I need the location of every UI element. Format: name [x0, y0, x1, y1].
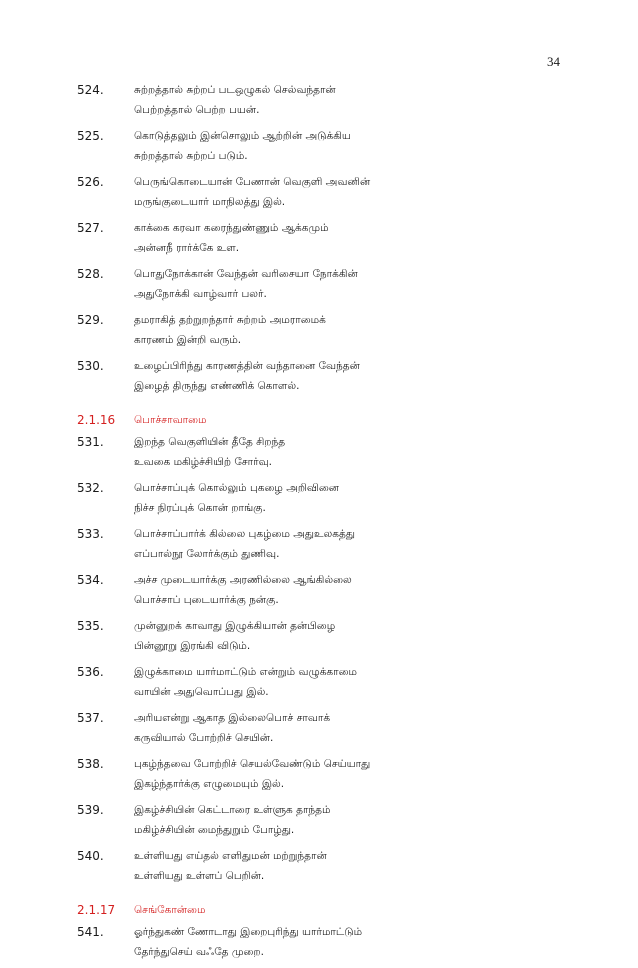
section-heading — [77, 900, 577, 920]
verse-line-2: அதுநோக்கி வாழ்வார் பலர். — [134, 288, 267, 300]
verse-line-2: உள்ளியது உள்ளப் பெறின். — [134, 870, 265, 882]
verse-line-2: பின்னூறு இரங்கி விடும். — [134, 640, 251, 652]
verse-number: 528. — [77, 267, 104, 281]
verse-number: 534. — [77, 573, 104, 587]
verse-line-1: சுற்றத்தால் சுற்றப் படஒழுகல் செல்வந்தான் — [134, 84, 336, 96]
verse-number: 526. — [77, 175, 104, 189]
verse — [77, 310, 577, 350]
verse-line-2: இழைத் திருந்து எண்ணிக் கொளல். — [134, 380, 300, 392]
verse-line-1: அச்ச முடையார்க்கு அரணில்லை ஆங்கில்லை — [134, 574, 352, 586]
verse — [77, 800, 577, 840]
verse-line-2: காரணம் இன்றி வரும். — [134, 334, 242, 346]
verse — [77, 432, 577, 472]
verse-line-2: தேர்ந்துசெய் வஃதே முறை. — [134, 946, 264, 958]
verse-number: 532. — [77, 481, 104, 495]
verse-line-1: இகழ்ச்சியின் கெட்டாரை உள்ளுக தாந்தம் — [134, 804, 331, 816]
verse-line-2: மகிழ்ச்சியின் மைந்துறும் போழ்து. — [134, 824, 295, 836]
verse-line-1: இழுக்காமை யார்மாட்டும் என்றும் வழுக்காமை — [134, 666, 358, 678]
verse-number: 540. — [77, 849, 104, 863]
verse-line-1: பொச்சாப்புக் கொல்லும் புகழை அறிவினை — [134, 482, 339, 494]
section-number: 2.1.16 — [77, 413, 116, 427]
verse — [77, 922, 577, 962]
verse-number: 539. — [77, 803, 104, 817]
verse — [77, 846, 577, 886]
verse-number: 535. — [77, 619, 104, 633]
verse — [77, 218, 577, 258]
section-title: பொச்சாவாமை — [134, 414, 207, 426]
verse — [77, 80, 577, 120]
verse-line-2: பெற்றத்தால் பெற்ற பயன். — [134, 104, 260, 116]
verse-line-2: இகழ்ந்தார்க்கு எழுமையும் இல். — [134, 778, 285, 790]
verse-line-2: பொச்சாப் புடையார்க்கு நன்கு. — [134, 594, 279, 606]
verse-line-2: எப்பால்நூ லோர்க்கும் துணிவு. — [134, 548, 280, 560]
verse-number: 536. — [77, 665, 104, 679]
section-number: 2.1.17 — [77, 903, 116, 917]
verse — [77, 264, 577, 304]
page-number: 34 — [547, 54, 560, 69]
verse-line-1: தமராகித் தற்றுறந்தார் சுற்றம் அமராமைக் — [134, 314, 326, 326]
verse — [77, 570, 577, 610]
verse-line-1: இறந்த வெகுளியின் தீதே சிறந்த — [134, 436, 286, 448]
verse-line-1: முன்னுறக் காவாது இழுக்கியான் தன்பிழை — [134, 620, 336, 632]
verse-number: 538. — [77, 757, 104, 771]
verse — [77, 754, 577, 794]
verse-line-1: பொதுநோக்கான் வேந்தன் வரிசையா நோக்கின் — [134, 268, 358, 280]
verse-line-1: பொச்சாப்பார்க் கில்லை புகழ்மை அதுஉலகத்து — [134, 528, 355, 540]
verse-number: 531. — [77, 435, 104, 449]
verse-number: 537. — [77, 711, 104, 725]
verse-line-2: மருங்குடையார் மாநிலத்து இல். — [134, 196, 286, 208]
verse-line-2: அன்னநீ ரார்க்கே உள. — [134, 242, 240, 254]
verse — [77, 356, 577, 396]
verse-number: 524. — [77, 83, 104, 97]
verse-line-2: கருவியால் போற்றிச் செயின். — [134, 732, 274, 744]
verse — [77, 524, 577, 564]
verse-number: 533. — [77, 527, 104, 541]
verse — [77, 616, 577, 656]
verse-line-1: கொடுத்தலும் இன்சொலும் ஆற்றின் அடுக்கிய — [134, 130, 351, 142]
verse-number: 529. — [77, 313, 104, 327]
verse — [77, 662, 577, 702]
verse-line-2: வாயின் அதுவொப்பது இல். — [134, 686, 269, 698]
verse-number: 541. — [77, 925, 104, 939]
verse-number: 527. — [77, 221, 104, 235]
section-heading — [77, 410, 577, 430]
verse — [77, 172, 577, 212]
verse — [77, 708, 577, 748]
verse-line-1: பெருங்கொடையான் பேணான் வெகுளி அவனின் — [134, 176, 371, 188]
verse-line-1: உழைப்பிரிந்து காரணத்தின் வந்தானை வேந்தன் — [134, 360, 360, 372]
verse-line-1: உள்ளியது எய்தல் எளிதுமன் மற்றுந்தான் — [134, 850, 327, 862]
page-content — [77, 80, 577, 968]
verse-line-2: நிச்ச நிரப்புக் கொன் றாங்கு. — [134, 502, 266, 514]
verse-line-1: ஓர்ந்துகண் ணோடாது இறைபுரிந்து யார்மாட்டும் — [134, 926, 363, 938]
verse-line-1: புகழ்ந்தவை போற்றிச் செயல்வேண்டும் செய்யாது — [134, 758, 371, 770]
verse-line-2: உவகை மகிழ்ச்சியிற் சோர்வு. — [134, 456, 272, 468]
verse-line-1: காக்கை கரவா கரைந்துண்ணும் ஆக்கமும் — [134, 222, 329, 234]
verse-number: 525. — [77, 129, 104, 143]
verse-line-2: சுற்றத்தால் சுற்றப் படும். — [134, 150, 248, 162]
verse-line-1: அரியஎன்று ஆகாத இல்லைபொச் சாவாக் — [134, 712, 331, 724]
verse-number: 530. — [77, 359, 104, 373]
verse — [77, 478, 577, 518]
verse — [77, 126, 577, 166]
section-title: செங்கோன்மை — [134, 904, 206, 916]
